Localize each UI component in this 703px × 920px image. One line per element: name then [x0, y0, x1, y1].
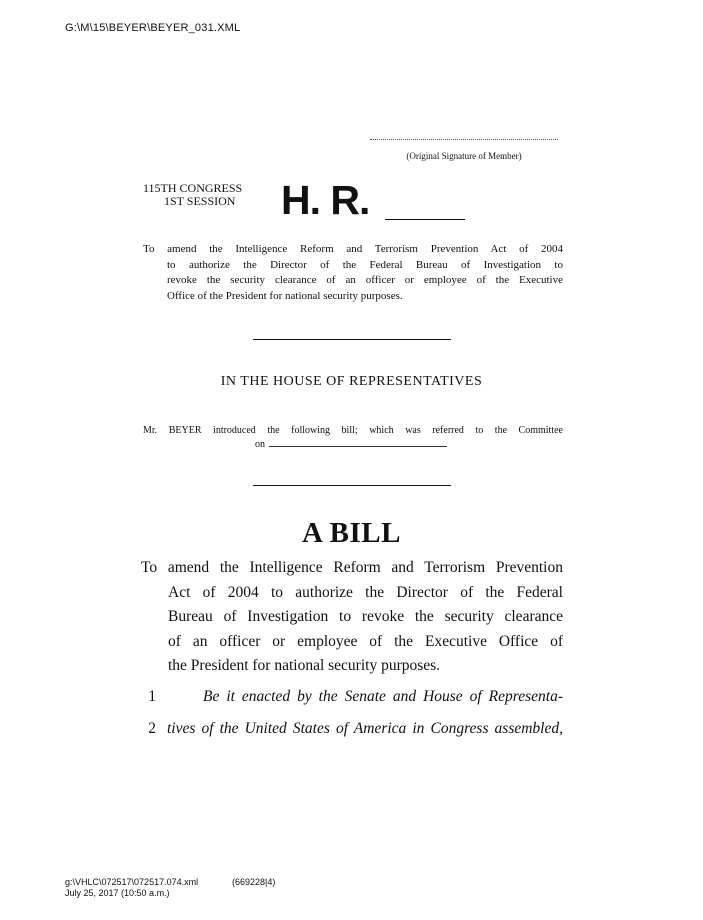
footer-code: (669228|4): [232, 877, 276, 887]
divider-rule: [253, 485, 451, 486]
long-title-line: of an officer or employee of the Executive Office of: [168, 632, 563, 650]
long-title-line: Act of 2004 to authorize the Director of the Federal: [168, 583, 563, 601]
divider-rule: [253, 339, 451, 340]
introduction-line: [143, 424, 563, 438]
congress-session: [143, 182, 259, 208]
short-title-line: to authorize the Director of the Federal Bureau of Investigation to: [167, 258, 563, 271]
line-number: 1: [148, 688, 156, 705]
chamber-heading: IN THE HOUSE OF REPRESENTATIVES: [220, 374, 483, 389]
bill-number-blank: [385, 219, 465, 220]
footer-path: g:\VHLC\072517\072517.074.xml: [65, 877, 199, 887]
introduction-text: introduced the following bill; which was referred to the Committee: [213, 425, 563, 436]
line-number: 2: [148, 720, 156, 737]
committee-line: [143, 438, 563, 452]
long-title-line: Bureau of Investigation to revoke the security clearance: [168, 608, 563, 625]
enacting-clause-line: tives of the United States of America in Congress assembled,: [167, 720, 563, 737]
signature-label: (Original Signature of Member): [406, 151, 522, 161]
enacting-clause-line: Be it enacted by the Senate and House of Representa-: [203, 688, 563, 705]
short-title-line: To amend the Intelligence Reform and Terrorism Prevention Act of 2004: [143, 243, 563, 255]
short-title: [143, 242, 563, 304]
long-title: [141, 556, 563, 679]
short-title-line: Office of the President for national security purposes.: [167, 289, 403, 302]
committee-on: on: [255, 439, 265, 450]
introduction: [143, 424, 563, 452]
session-number: 1ST SESSION: [164, 194, 236, 208]
long-title-line: To amend the Intelligence Reform and Terrorism Prevention: [141, 559, 563, 576]
sponsor-name: BEYER: [168, 425, 202, 436]
bill-heading: A BILL: [302, 517, 401, 549]
footer-date: July 25, 2017 (10:50 a.m.): [65, 888, 170, 898]
short-title-line: revoke the security clearance of an officer or employee of the Executive: [167, 274, 563, 286]
signature-line: [370, 139, 558, 140]
header-file-path: G:\M\15\BEYER\BEYER_031.XML: [65, 22, 241, 34]
sponsor-prefix: Mr.: [143, 425, 158, 436]
committee-blank: [269, 438, 447, 447]
long-title-line: the President for national security purposes.: [168, 657, 441, 674]
congress-number: 115TH CONGRESS: [143, 181, 243, 195]
bill-number: H. R.: [281, 177, 370, 223]
